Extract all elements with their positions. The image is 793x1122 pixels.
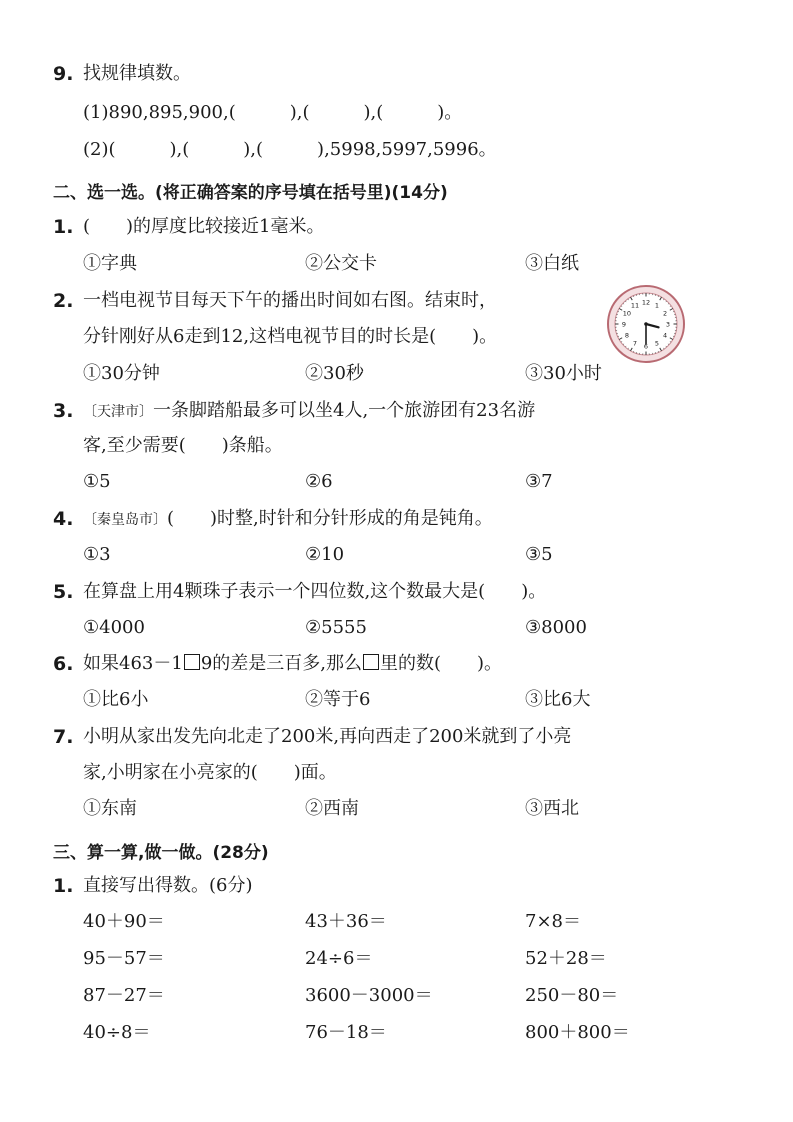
q9-title: 找规律填数。 xyxy=(83,63,191,84)
clock-number: 7 xyxy=(632,339,638,348)
clock-number: 8 xyxy=(624,331,630,340)
s2-q6-text-a: 如果463－1 xyxy=(83,653,183,674)
blank-box-icon xyxy=(184,654,200,670)
s2-q2-number: 2. xyxy=(53,290,74,312)
s2-q5-option-3: ③8000 xyxy=(525,617,587,638)
calc-item: 3600－3000＝ xyxy=(305,985,433,1006)
s2-q4-option-3: ③5 xyxy=(525,544,553,565)
calc-item: 7×8＝ xyxy=(525,911,581,932)
s2-q7-option-1: ①东南 xyxy=(83,798,137,819)
blank-box-icon xyxy=(363,654,379,670)
s2-q6-option-2: ②等于6 xyxy=(305,689,371,710)
calc-item: 24÷6＝ xyxy=(305,948,373,969)
s2-q3-line1-wrap xyxy=(83,399,535,424)
q9-line2: (2)( ),( ),( ),5998,5997,5996。 xyxy=(83,139,497,160)
clock-number: 9 xyxy=(621,320,627,329)
s2-q5-option-2: ②5555 xyxy=(305,617,367,638)
s2-q4-number: 4. xyxy=(53,508,74,530)
s2-q4-text: ( )时整,时针和分针形成的角是钝角。 xyxy=(167,508,493,529)
s2-q2-option-2: ②30秒 xyxy=(305,363,364,384)
s2-q5-option-1: ①4000 xyxy=(83,617,145,638)
q9-number: 9. xyxy=(53,63,74,85)
clock-number: 11 xyxy=(630,301,640,310)
clock-number: 4 xyxy=(662,331,668,340)
s2-q6-line-wrap xyxy=(83,652,502,676)
s2-q2-option-1: ①30分钟 xyxy=(83,363,160,384)
s2-q7-line2: 家,小明家在小亮家的( )面。 xyxy=(83,762,337,783)
clock-number: 5 xyxy=(654,339,660,348)
calc-item: 43＋36＝ xyxy=(305,911,387,932)
s2-q3-number: 3. xyxy=(53,400,74,422)
s2-q6-text-b: 9的差是三百多,那么 xyxy=(200,653,362,674)
clock-figure xyxy=(606,284,686,364)
s2-q2-option-3: ③30小时 xyxy=(525,363,602,384)
s2-q5-text: 在算盘上用4颗珠子表示一个四位数,这个数最大是( )。 xyxy=(83,581,547,602)
calc-item: 40＋90＝ xyxy=(83,911,165,932)
s2-q2-line1: 一档电视节目每天下午的播出时间如右图。结束时， xyxy=(83,290,497,311)
s2-q4-line-wrap xyxy=(83,507,493,532)
calc-item: 250－80＝ xyxy=(525,985,619,1006)
s2-q1-option-3: ③白纸 xyxy=(525,253,579,274)
calc-item: 800＋800＝ xyxy=(525,1022,630,1043)
calc-item: 87－27＝ xyxy=(83,985,165,1006)
calc-item: 40÷8＝ xyxy=(83,1022,151,1043)
s2-q3-line1: 一条脚踏船最多可以坐4人,一个旅游团有23名游 xyxy=(153,400,536,421)
s2-q1-option-2: ②公交卡 xyxy=(305,253,377,274)
clock-number: 3 xyxy=(665,320,671,329)
clock-number: 1 xyxy=(654,301,660,310)
s2-q4-option-1: ①3 xyxy=(83,544,111,565)
q9-line1: (1)890,895,900,( ),( ),( )。 xyxy=(83,102,463,123)
s2-q7-option-3: ③西北 xyxy=(525,798,579,819)
s2-q4-option-2: ②10 xyxy=(305,544,345,565)
clock-center xyxy=(644,322,648,326)
section3-title: 三、算一算,做一做。(28分) xyxy=(53,843,269,863)
calc-item: 52＋28＝ xyxy=(525,948,607,969)
clock-number: 12 xyxy=(641,298,651,307)
calc-item: 95－57＝ xyxy=(83,948,165,969)
s2-q7-number: 7. xyxy=(53,726,74,748)
s2-q1-number: 1. xyxy=(53,216,74,238)
s2-q3-line2: 客,至少需要( )条船。 xyxy=(83,435,283,456)
s2-q4-region-tag: 〔秦皇岛市〕 xyxy=(83,512,167,528)
s2-q6-number: 6. xyxy=(53,653,74,675)
s2-q3-option-2: ②6 xyxy=(305,471,333,492)
s2-q5-number: 5. xyxy=(53,581,74,603)
calc-item: 76－18＝ xyxy=(305,1022,387,1043)
clock-number: 10 xyxy=(622,309,632,318)
s3-q1-title: 直接写出得数。(6分) xyxy=(83,875,253,896)
s2-q6-text-c: 里的数( )。 xyxy=(380,653,503,674)
s2-q6-option-1: ①比6小 xyxy=(83,689,149,710)
s2-q7-line1: 小明从家出发先向北走了200米,再向西走了200米就到了小亮 xyxy=(83,726,572,747)
s2-q6-option-3: ③比6大 xyxy=(525,689,591,710)
section2-title: 二、选一选。(将正确答案的序号填在括号里)(14分) xyxy=(53,183,448,203)
s2-q1-text: ( )的厚度比较接近1毫米。 xyxy=(83,216,325,237)
s3-q1-number: 1. xyxy=(53,875,74,897)
clock-number: 6 xyxy=(643,342,649,351)
s2-q3-option-3: ③7 xyxy=(525,471,553,492)
s2-q2-line2: 分针刚好从6走到12,这档电视节目的时长是( )。 xyxy=(83,326,498,347)
s2-q7-option-2: ②西南 xyxy=(305,798,359,819)
s2-q1-option-1: ①字典 xyxy=(83,253,137,274)
s2-q3-region-tag: 〔天津市〕 xyxy=(83,404,153,420)
clock-number: 2 xyxy=(662,309,668,318)
s2-q3-option-1: ①5 xyxy=(83,471,111,492)
